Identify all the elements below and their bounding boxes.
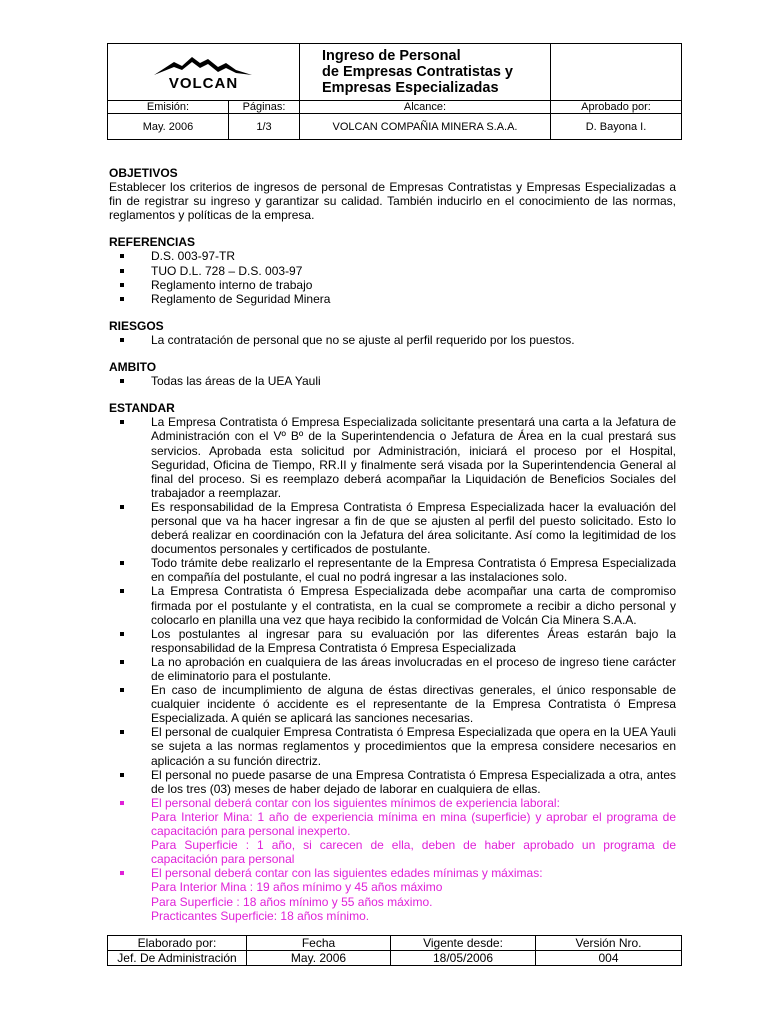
footer-value: Jef. De Administración	[108, 951, 247, 966]
document-body	[109, 166, 676, 923]
objetivos-text: Establecer los criterios de ingresos de personal de Empresas Contratistas y Empresas Especializadas a fin de registrar su ingreso y garantizar su calidad. También inducirlo en el conocimiento de las normas, reglamentos y políticas de la empresa.	[109, 180, 676, 223]
item-lead: El personal deberá contar con las siguientes edades mínimas y máximas:	[151, 866, 543, 881]
footer-header: Versión Nro.	[536, 936, 682, 951]
list-item: Es responsabilidad de la Empresa Contratista ó Empresa Especializada hacer la evaluación del personal que va ha hacer ingresar a fin de que se ajusten al perfil del puesto solicitado. Esto lo deberá realizar en coordinación con la Jefatura del área solicitante. Así como la legitimidad de los documentos personales y certificados de postulante.	[109, 500, 676, 556]
item-line: Para Superficie : 1 año, si carecen de ella, deben de haber aprobado un programa de capacitación para personal	[151, 838, 676, 867]
alcance-label: Alcance:	[300, 101, 551, 114]
document-footer-table	[107, 935, 682, 966]
document-title	[300, 44, 551, 101]
list-item: Todas las áreas de la UEA Yauli	[109, 374, 676, 388]
riesgos-list	[109, 333, 676, 347]
paginas-value: 1/3	[229, 114, 300, 140]
logo-text: VOLCAN	[168, 74, 239, 92]
title-line: de Empresas Contratistas y	[322, 64, 513, 80]
item-line: Para Interior Mina: 1 año de experiencia mínima en mina (superficie) y aprobar el programa de capacitación para personal inexperto.	[151, 809, 676, 839]
aprobado-label: Aprobado por:	[551, 101, 682, 114]
title-line: Empresas Especializadas	[322, 80, 499, 96]
mountain-icon	[152, 53, 256, 77]
footer-value: May. 2006	[247, 951, 391, 966]
list-item: Reglamento de Seguridad Minera	[109, 292, 676, 306]
estandar-list	[109, 415, 676, 922]
footer-value: 004	[536, 951, 682, 966]
title-line: Ingreso de Personal	[322, 48, 461, 64]
alcance-value: VOLCAN COMPAÑIA MINERA S.A.A.	[300, 114, 551, 140]
aprobado-value: D. Bayona I.	[551, 114, 682, 140]
list-item: La Empresa Contratista ó Empresa Especializada debe acompañar una carta de compromiso firmada por el postulante y el contratista, en la cual se compromete a recibir a dicho personal y colocarlo en planilla una vez que haya recibido la conformidad de Volcán Cia Minera S.A.A.	[109, 584, 676, 626]
item-line: Para Interior Mina : 19 años mínimo y 45 años máximo	[151, 880, 443, 895]
footer-header: Fecha	[247, 936, 391, 951]
item-lead: El personal deberá contar con los siguientes mínimos de experiencia laboral:	[151, 795, 560, 810]
list-item: La Empresa Contratista ó Empresa Especializada solicitante presentará una carta a la Jefatura de Administración con el Vº Bº de la Superintendencia o Jefatura de Área en la cual prestará sus servicios. Aprobada esta solicitud por Administración, iniciará el proceso por el Hospital, Seguridad, Oficina de Tiempo, RR.II y finalmente será visada por la Superintendencia General al final del proceso. Si es reemplazo deberá acompañar la Liquidación de Beneficios Sociales del trabajador a reemplazar.	[109, 415, 676, 500]
emision-value: May. 2006	[108, 114, 229, 140]
emision-label: Emisión:	[108, 101, 229, 114]
list-item: D.S. 003-97-TR	[109, 249, 676, 263]
experience-requirements-item	[109, 796, 676, 866]
list-item: Los postulantes al ingresar para su evaluación por las diferentes Áreas estarán bajo la responsabilidad de la Empresa Contratista ó Empresa Especializada	[109, 627, 676, 655]
footer-header: Vigente desde:	[391, 936, 536, 951]
list-item: TUO D.L. 728 – D.S. 003-97	[109, 264, 676, 278]
section-heading-riesgos: RIESGOS	[109, 318, 164, 333]
referencias-list	[109, 249, 676, 305]
list-item: El personal de cualquier Empresa Contratista ó Empresa Especializada que opera en la UEA Yauli se sujeta a las normas reglamentos y procedimientos que la empresa considere necesarios en aplicación a su función directriz.	[109, 725, 676, 767]
logo-cell	[108, 44, 300, 101]
document-header-table	[107, 43, 682, 140]
list-item: Reglamento interno de trabajo	[109, 278, 676, 292]
list-item: En caso de incumplimiento de alguna de éstas directivas generales, el único responsable de cualquier incidente ó accidente es el representante de la Empresa Contratista ó Empresa Especializada. A quién se aplicará las sanciones necesarias.	[109, 683, 676, 725]
section-heading-objetivos: OBJETIVOS	[109, 166, 178, 180]
item-line: Para Superficie : 18 años mínimo y 55 años máximo.	[151, 894, 433, 909]
footer-value: 18/05/2006	[391, 951, 536, 966]
list-item: La no aprobación en cualquiera de las áreas involucradas en el proceso de ingreso tiene carácter de eliminatorio para el postulante.	[109, 655, 676, 683]
item-line: Practicantes Superficie: 18 años mínimo.	[151, 908, 370, 923]
list-item: El personal no puede pasarse de una Empresa Contratista ó Empresa Especializada a otra, antes de los tres (03) meses de haber dejado de laborar en cualquiera de ellas.	[109, 768, 676, 796]
blank-cell	[551, 44, 682, 101]
section-heading-estandar: ESTANDAR	[109, 401, 175, 416]
section-heading-referencias: REFERENCIAS	[109, 235, 196, 250]
list-item: Todo trámite debe realizarlo el representante de la Empresa Contratista ó Empresa Especializada en compañía del postulante, el cual no podrá ingresar a las instalaciones solo.	[109, 556, 676, 584]
footer-header: Elaborado por:	[108, 936, 247, 951]
section-heading-ambito: AMBITO	[109, 360, 157, 375]
volcan-logo	[108, 53, 299, 92]
ambito-list	[109, 374, 676, 388]
age-requirements-item	[109, 866, 676, 922]
list-item: La contratación de personal que no se ajuste al perfil requerido por los puestos.	[109, 333, 676, 347]
paginas-label: Páginas:	[229, 101, 300, 114]
